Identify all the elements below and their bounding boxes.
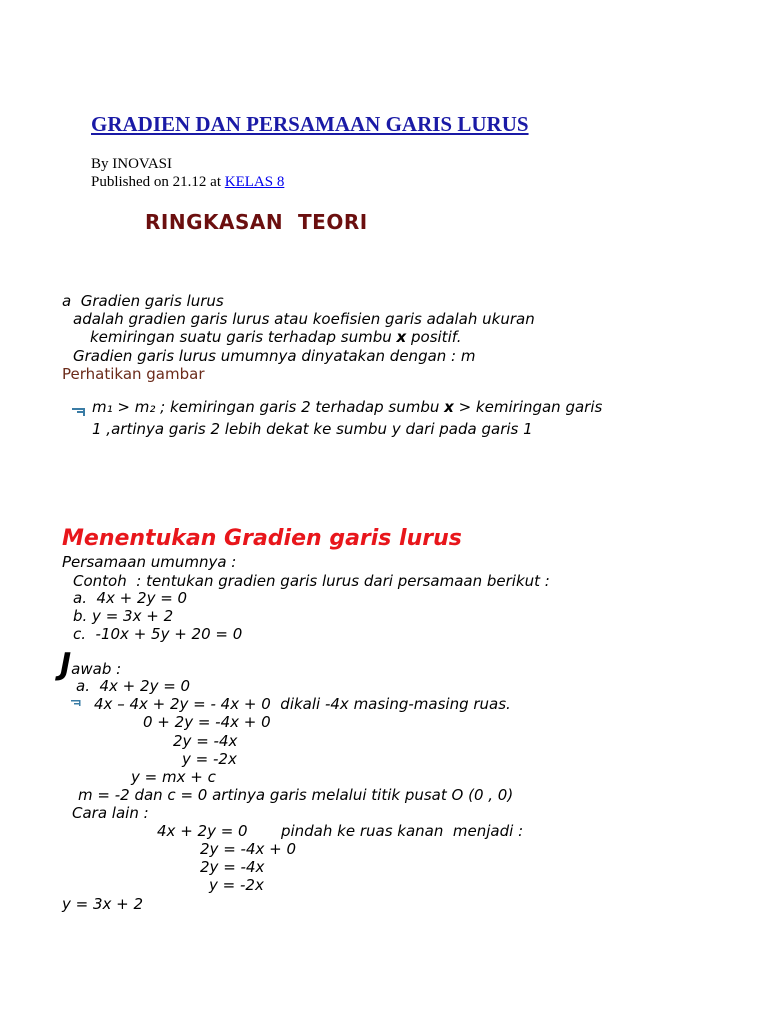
solution-line-12: y = -2x (209, 876, 264, 894)
comparison-line-1: m₁ > m₂ ; kemiringan garis 2 terhadap sumbu x > kemiringan garis (92, 398, 603, 416)
solution-line-10: 2y = -4x + 0 (200, 840, 297, 858)
solution-line-5: y = -2x (182, 750, 237, 768)
solution-line-2: 4x – 4x + 2y = - 4x + 0 dikali -4x masing-masing ruas. (94, 695, 511, 713)
solution-line-6: y = mx + c (131, 768, 216, 786)
perhatikan-gambar: Perhatikan gambar (62, 365, 205, 383)
broken-image-icon[interactable] (64, 389, 78, 399)
item-label-gradien: a Gradien garis lurus (62, 292, 224, 310)
page-title[interactable]: GRADIEN DAN PERSAMAAN GARIS LURUS (91, 112, 529, 136)
published-line (91, 175, 284, 190)
example-item-b: b. y = 3x + 2 (73, 607, 174, 625)
solution-line-3: 0 + 2y = -4x + 0 (143, 713, 271, 731)
solution-line-13: y = 3x + 2 (62, 895, 144, 913)
published-prefix: Published on 21.12 at (91, 174, 225, 190)
persamaan-umumnya: Persamaan umumnya : (62, 553, 237, 571)
broken-image-icon-svg (72, 407, 86, 417)
author-line: By INOVASI (91, 156, 172, 172)
jawab-initial: J (60, 647, 72, 682)
example-item-a: a. 4x + 2y = 0 (73, 589, 188, 607)
cara-lain: Cara lain : (72, 804, 149, 822)
section-heading-ringkasan: RINGKASAN TEORI (145, 210, 368, 234)
broken-image-icon-small-svg (71, 700, 81, 708)
solution-line-11: 2y = -4x (200, 858, 265, 876)
paragraph-line-1: adalah gradien garis lurus atau koefisien garis adalah ukuran (73, 310, 535, 328)
jawab-rest: awab : (71, 660, 122, 678)
contoh-line: Contoh : tentukan gradien garis lurus dari persamaan berikut : (73, 572, 550, 590)
solution-line-4: 2y = -4x (173, 732, 238, 750)
solution-line-7: m = -2 dan c = 0 artinya garis melalui titik pusat O (0 , 0) (78, 786, 514, 804)
solution-line-9: 4x + 2y = 0 pindah ke ruas kanan menjadi : (157, 822, 524, 840)
example-item-c: c. -10x + 5y + 20 = 0 (73, 625, 243, 643)
category-link[interactable]: KELAS 8 (224, 174, 285, 190)
paragraph-line-3: Gradien garis lurus umumnya dinyatakan dengan : m (73, 347, 476, 365)
section-heading-menentukan: Menentukan Gradien garis lurus (62, 526, 462, 551)
solution-line-1: a. 4x + 2y = 0 (76, 677, 191, 695)
broken-image-icon-small[interactable] (63, 680, 73, 688)
jawab-heading (60, 647, 122, 682)
comparison-line-2: 1 ,artinya garis 2 lebih dekat ke sumbu y dari pada garis 1 (92, 420, 533, 438)
paragraph-line-2: kemiringan suatu garis terhadap sumbu x positif. (90, 328, 462, 346)
